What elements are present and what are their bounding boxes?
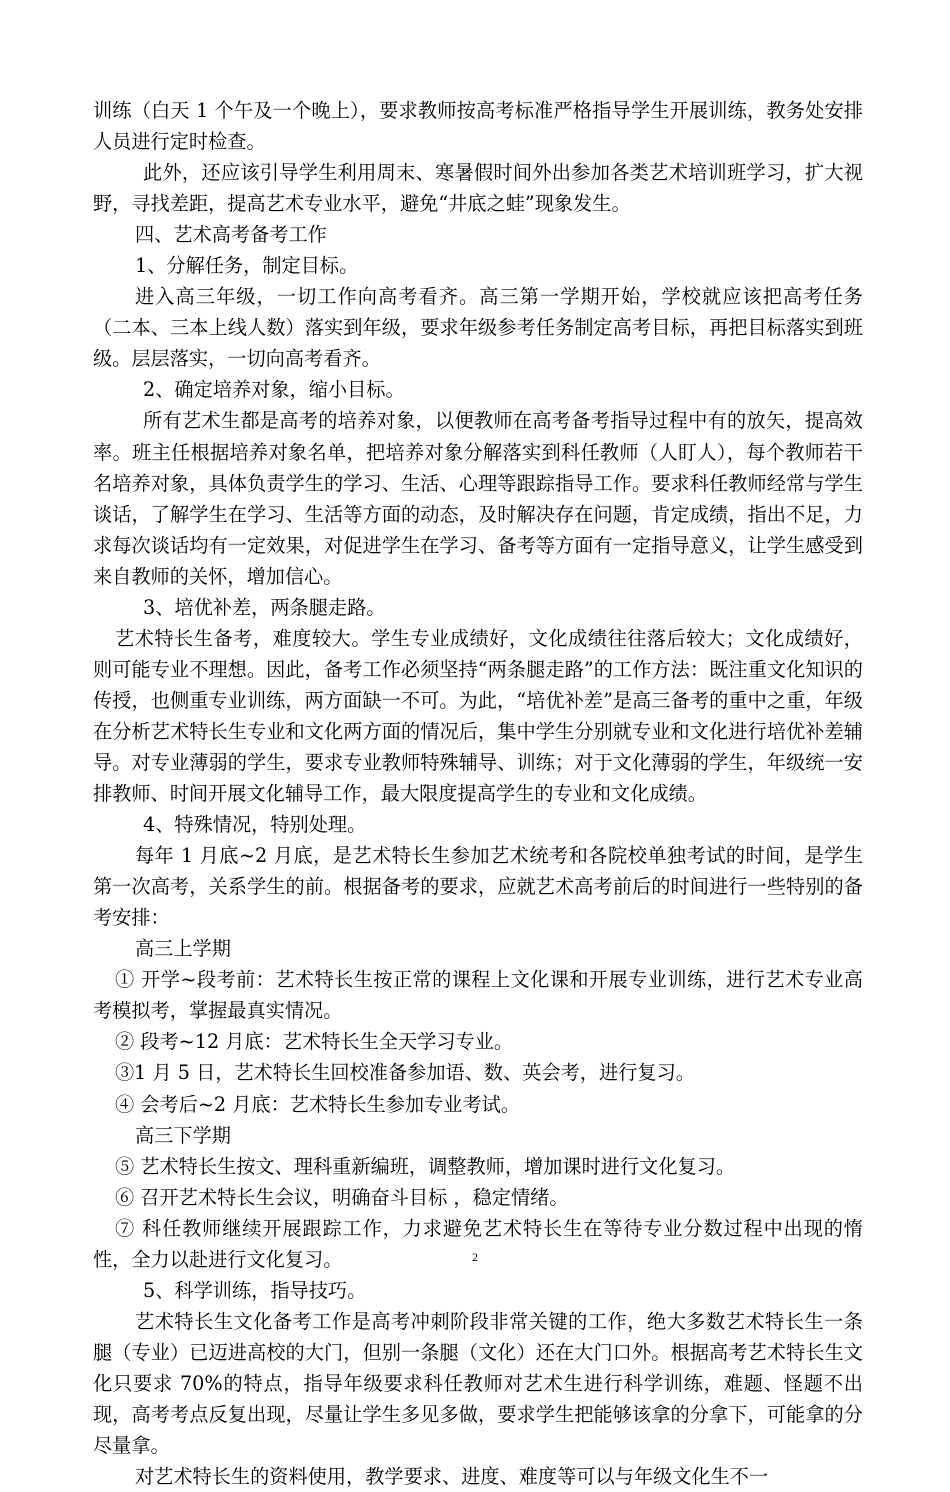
paragraph: 高三下学期 [135,1123,231,1147]
paragraph: ④ 会考后~2 月底：艺术特长生参加专业考试。 [115,1092,521,1116]
paragraph: ⑦ 科任教师继续开展跟踪工作，力求避免艺术特长生在等待专业分数过程中出现的惰性，全力以赴进行文化复习。 [93,1216,863,1271]
paragraph: 1、分解任务，制定目标。 [135,254,359,278]
paragraph: 艺术特长生文化备考工作是高考冲刺阶段非常关键的工作，绝大多数艺术特长生一条腿（专业）已迈进高校的大门，但别一条腿（文化）还在大门口外。根据高考艺术特长生文化只要求 70%的特点，指导年级要求科任教师对艺术生进行科学训练，难题、怪题不出现，高考考点反复出现，尽量让学生多见多做，要求学生把能够该拿的分拿下，可能拿的分尽量拿。 [93,1309,863,1458]
paragraph: 所有艺术生都是高考的培养对象，以便教师在高考备考指导过程中有的放矢，提高效率。班主任根据培养对象名单，把培养对象分解落实到科任教师（人盯人），每个教师若干名培养对象，具体负责学生的学习、生活、心理等跟踪指导工作。要求科任教师经常与学生谈话，了解学生在学习、生活等方面的动态，及时解决存在问题，肯定成绩，指出不足，力求每次谈话均有一定效果，对促进学生在学习、备考等方面有一定指导意义，让学生感受到来自教师的关怀，增加信心。 [93,409,863,588]
page-number: 2 [472,1250,478,1264]
paragraph: 2、确定培养对象，缩小目标。 [143,378,405,402]
paragraph: 高三上学期 [135,937,231,961]
paragraph: 艺术特长生备考，难度较大。学生专业成绩好，文化成绩往往落后较大；文化成绩好，则可能专业不理想。因此，备考工作必须坚持“两条腿走路”的工作方法：既注重文化知识的传授，也侧重专业训练，两方面缺一不可。为此，“培优补差”是高三备考的重中之重，年级在分析艺术特长生专业和文化两方面的情况后，集中学生分别就专业和文化进行培优补差辅导。对专业薄弱的学生，要求专业教师特殊辅导、训练；对于文化薄弱的学生，年级统一安排教师、时间开展文化辅导工作，最大限度提高学生的专业和文化成绩。 [93,626,863,806]
paragraph: ⑥ 召开艺术特长生会议，明确奋斗目标 ，稳定情绪。 [115,1185,569,1209]
paragraph: 四、艺术高考备考工作 [135,223,327,247]
paragraph: 3、培优补差，两条腿走路。 [143,595,386,619]
paragraph: 此外，还应该引导学生利用周末、寒暑假时间外出参加各类艺术培训班学习，扩大视野，寻找差距，提高艺术专业水平，避免“井底之蛙”现象发生。 [93,161,863,216]
paragraph: 5、科学训练，指导技巧。 [143,1278,367,1302]
paragraph: ① 开学~段考前：艺术特长生按正常的课程上文化课和开展专业训练，进行艺术专业高考模拟考，掌握最真实情况。 [93,968,863,1023]
paragraph: 每年 1 月底~2 月底，是艺术特长生参加艺术统考和各院校单独考试的时间，是学生第一次高考，关系学生的前。根据备考的要求，应就艺术高考前后的时间进行一些特别的备考安排： [93,844,863,930]
body-text [93,95,863,1492]
paragraph: 训练（白天 1 个午及一个晚上），要求教师按高考标准严格指导学生开展训练，教务处安排人员进行定时检查。 [93,99,863,154]
paragraph: ② 段考~12 月底：艺术特长生全天学习专业。 [115,1030,514,1054]
paragraph: 进入高三年级，一切工作向高考看齐。高三第一学期开始，学校就应该把高考任务（二本、三本上线人数）落实到年级，要求年级参考任务制定高考目标，再把目标落实到班级。层层落实，一切向高考看齐。 [93,285,863,371]
paragraph: 4、特殊情况，特别处理。 [143,813,367,837]
paragraph: 对艺术特长生的资料使用，教学要求、进度、难度等可以与年级文化生不一 [135,1465,769,1489]
paragraph: ③1 月 5 日，艺术特长生回校准备参加语、数、英会考，进行复习。 [115,1061,695,1085]
paragraph: ⑤ 艺术特长生按文、理科重新编班，调整教师，增加课时进行文化复习。 [115,1154,736,1178]
